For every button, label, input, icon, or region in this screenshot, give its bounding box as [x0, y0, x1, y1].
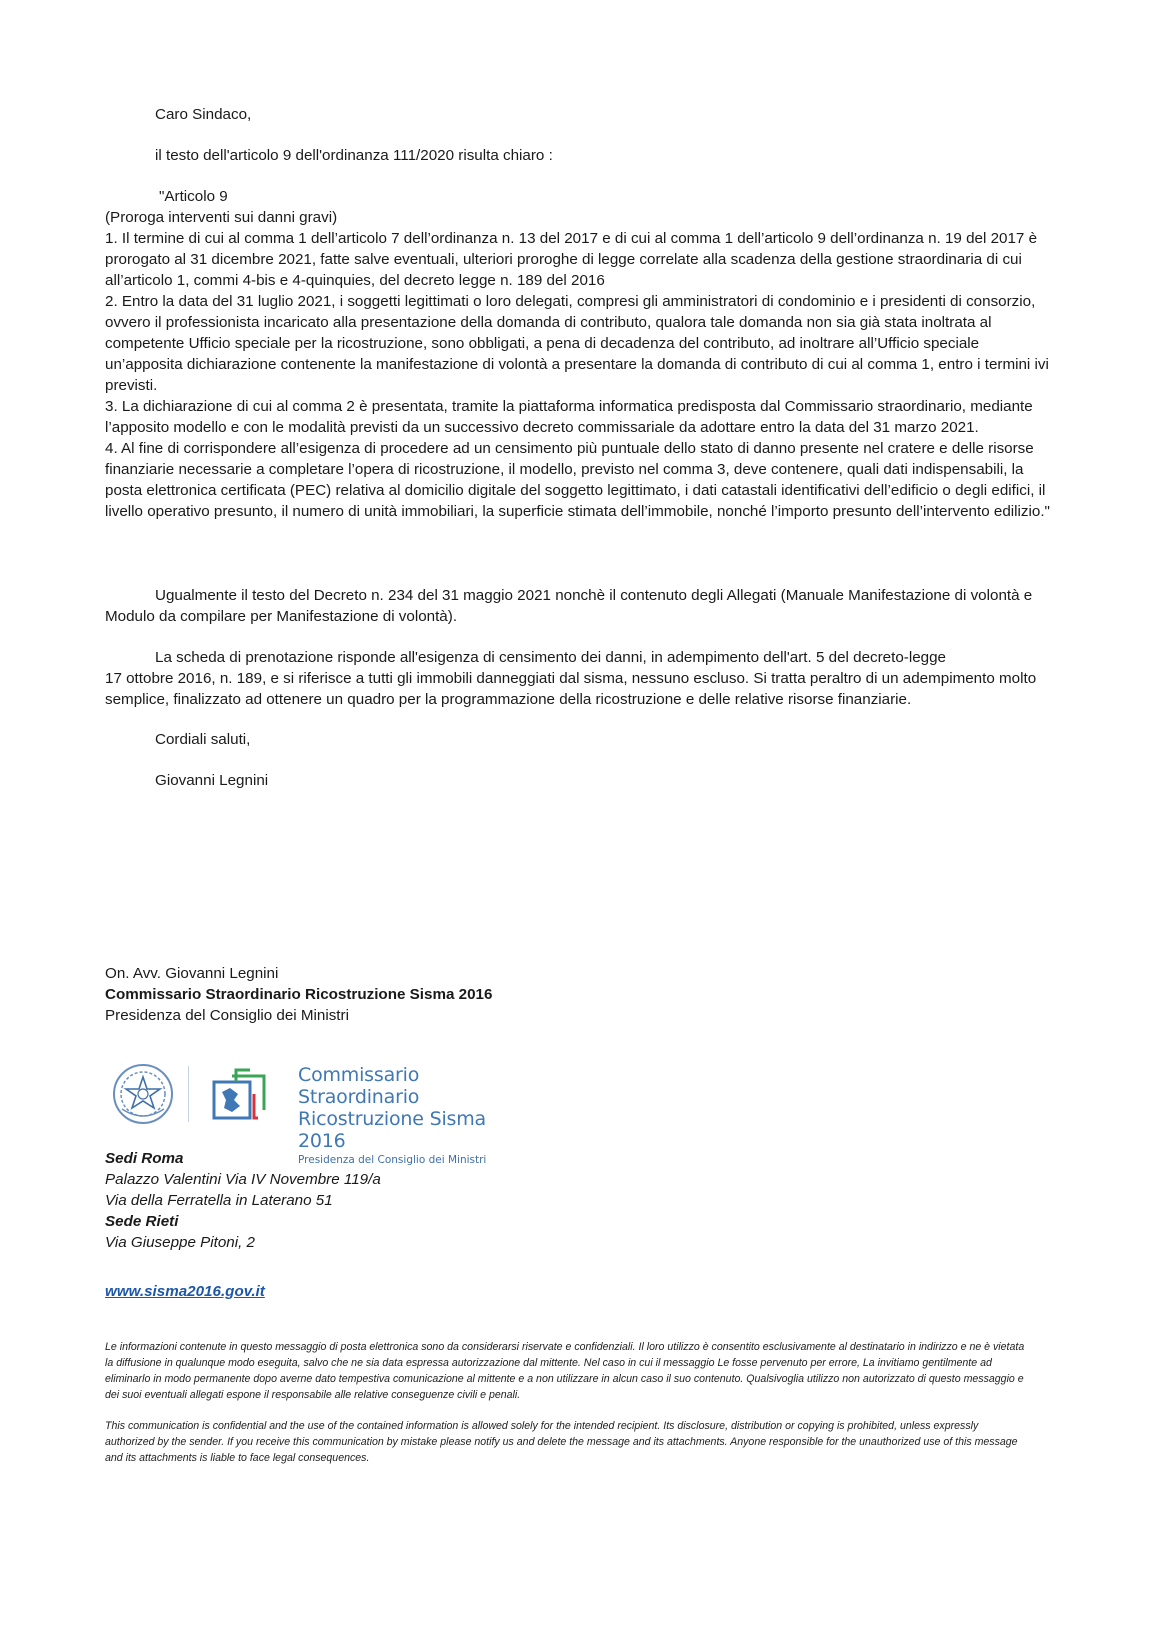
- article-title: "Articolo 9: [159, 188, 228, 205]
- website-link[interactable]: www.sisma2016.gov.it: [105, 1283, 265, 1300]
- scheda-line-2: 17 ottobre 2016, n. 189, e si riferisce a tutti gli immobili danneggiati dal sisma, nessuno escluso. Si tratta peraltro di un adempimento molto semplice, finalizzato ad ottenere un quadro per la programmazione della ricostruzione e delle relative risorse finanziarie.: [105, 670, 1037, 708]
- scheda-paragraph: [105, 647, 1050, 710]
- logo-divider: [188, 1066, 189, 1122]
- logo-line-2: Ricostruzione Sisma 2016: [298, 1108, 486, 1152]
- rome-address-1: Palazzo Valentini Via IV Novembre 119/a: [105, 1171, 381, 1188]
- sisma-2016-logo-mark-icon: [210, 1066, 270, 1122]
- signature-role: Commissario Straordinario Ricostruzione Sisma 2016: [105, 986, 493, 1003]
- scheda-line-1: La scheda di prenotazione risponde all'esigenza di censimento dei danni, in adempimento dell'art. 5 del decreto-legge: [155, 649, 946, 666]
- rieti-heading: Sede Rieti: [105, 1213, 179, 1230]
- article-comma-4: 4. Al fine di corrispondere all’esigenza di procedere ad un censimento più puntuale dello stato di danno presente nel cratere e delle risorse finanziarie necessarie a completare l’opera di ricostruzione, il modello, previsto nel comma 3, deve contenere, quali dati indispensabili, la posta elettronica certificata (PEC) relativa al domicilio digitale del soggetto legittimato, i dati catastali identificativi dell’edificio o degli edifici, il livello operativo presunto, il numero di unità immobiliari, la superficie stimata dell’immobile, nonché l’importo presunto dell’intervento edilizio.": [105, 440, 1050, 520]
- office-addresses: [105, 1148, 381, 1253]
- signature-name: On. Avv. Giovanni Legnini: [105, 965, 279, 982]
- signature-block: [105, 963, 492, 1026]
- intro-paragraph: il testo dell'articolo 9 dell'ordinanza 111/2020 risulta chiaro :: [155, 147, 553, 164]
- rome-heading: Sedi Roma: [105, 1150, 184, 1167]
- italian-republic-emblem-icon: [112, 1063, 174, 1125]
- closing: Cordiali saluti,: [155, 731, 251, 748]
- logo-line-3: Presidenza del Consiglio dei Ministri: [298, 1154, 487, 1166]
- rome-address-2: Via della Ferratella in Laterano 51: [105, 1192, 333, 1209]
- disclaimer-english: This communication is confidential and the use of the contained information is allowed solely for the intended recipient. Its disclosure, distribution or copying is prohibited, unless expressly authorized by the sender. If you receive this communication by mistake please notify us and delete the message and its attachments. Anyone responsible for the unauthorized use of this message and its attachments is liable to face legal consequences.: [105, 1420, 1018, 1464]
- article-comma-3: 3. La dichiarazione di cui al comma 2 è presentata, tramite la piattaforma informatica predisposta dal Commissario straordinario, mediante l’apposito modello e con le modalità previsti da un successivo decreto commissariale da adottare entro la data del 31 marzo 2021.: [105, 398, 1033, 436]
- article-comma-1: 1. Il termine di cui al comma 1 dell’articolo 7 dell’ordinanza n. 13 del 2017 e di cui al comma 1 dell’articolo 9 dell’ordinanza n. 19 del 2017 è prorogato al 31 dicembre 2021, fatte salve eventuali, ulteriori proroghe di legge correlate alla scadenza della gestione straordinaria di cui all’articolo 1, commi 4-bis e 4-quinquies, del decreto legge n. 189 del 2016: [105, 230, 1038, 289]
- decreto-paragraph: [105, 585, 1050, 627]
- greeting: Caro Sindaco,: [155, 106, 252, 123]
- article-subtitle: (Proroga interventi sui danni gravi): [105, 209, 338, 226]
- decreto-text: Ugualmente il testo del Decreto n. 234 del 31 maggio 2021 nonchè il contenuto degli Allegati (Manuale Manifestazione di volontà e Modulo da compilare per Manifestazione di volontà).: [105, 587, 1033, 625]
- disclaimer-italian: Le informazioni contenute in questo messaggio di posta elettronica sono da considerarsi riservate e confidenziali. Il loro utilizzo è consentito esclusivamente al destinatario in indirizzo e ne è vietata la diffusione in qualunque modo eseguita, salvo che ne sia data espressa autorizzazione dal mittente. Nel caso in cui il messaggio Le fosse pervenuto per errore, La invitiamo gentilmente ad eliminarlo in modo permanente dopo averne dato tempestiva comunicazione al mittente e a non utilizzare in alcun caso il suo contenuto. Qualsivoglia utilizzo non autorizzato di questo messaggio e dei suoi eventuali allegati espone il responsabile alle relative conseguenze civili e penali.: [105, 1341, 1025, 1401]
- article-comma-2: 2. Entro la data del 31 luglio 2021, i soggetti legittimati o loro delegati, compresi gli amministratori di condominio e i presidenti di consorzio, ovvero il professionista incaricato alla presentazione della domanda di contributo, qualora tale domanda non sia già stata inoltrata al competente Ufficio speciale per la ricostruzione, sono obbligati, a pena di decadenza del contributo, ad inoltrare all’Ufficio speciale un’apposita dichiarazione contenente la manifestazione di volontà a presentare la domanda di contributo di cui al comma 1, entro i termini ivi previsti.: [105, 293, 1049, 394]
- quoted-article: [105, 186, 1050, 522]
- signer-name: Giovanni Legnini: [155, 772, 269, 789]
- signature-office: Presidenza del Consiglio dei Ministri: [105, 1007, 349, 1024]
- rieti-address: Via Giuseppe Pitoni, 2: [105, 1234, 256, 1251]
- logo-line-1: Commissario Straordinario: [298, 1064, 420, 1108]
